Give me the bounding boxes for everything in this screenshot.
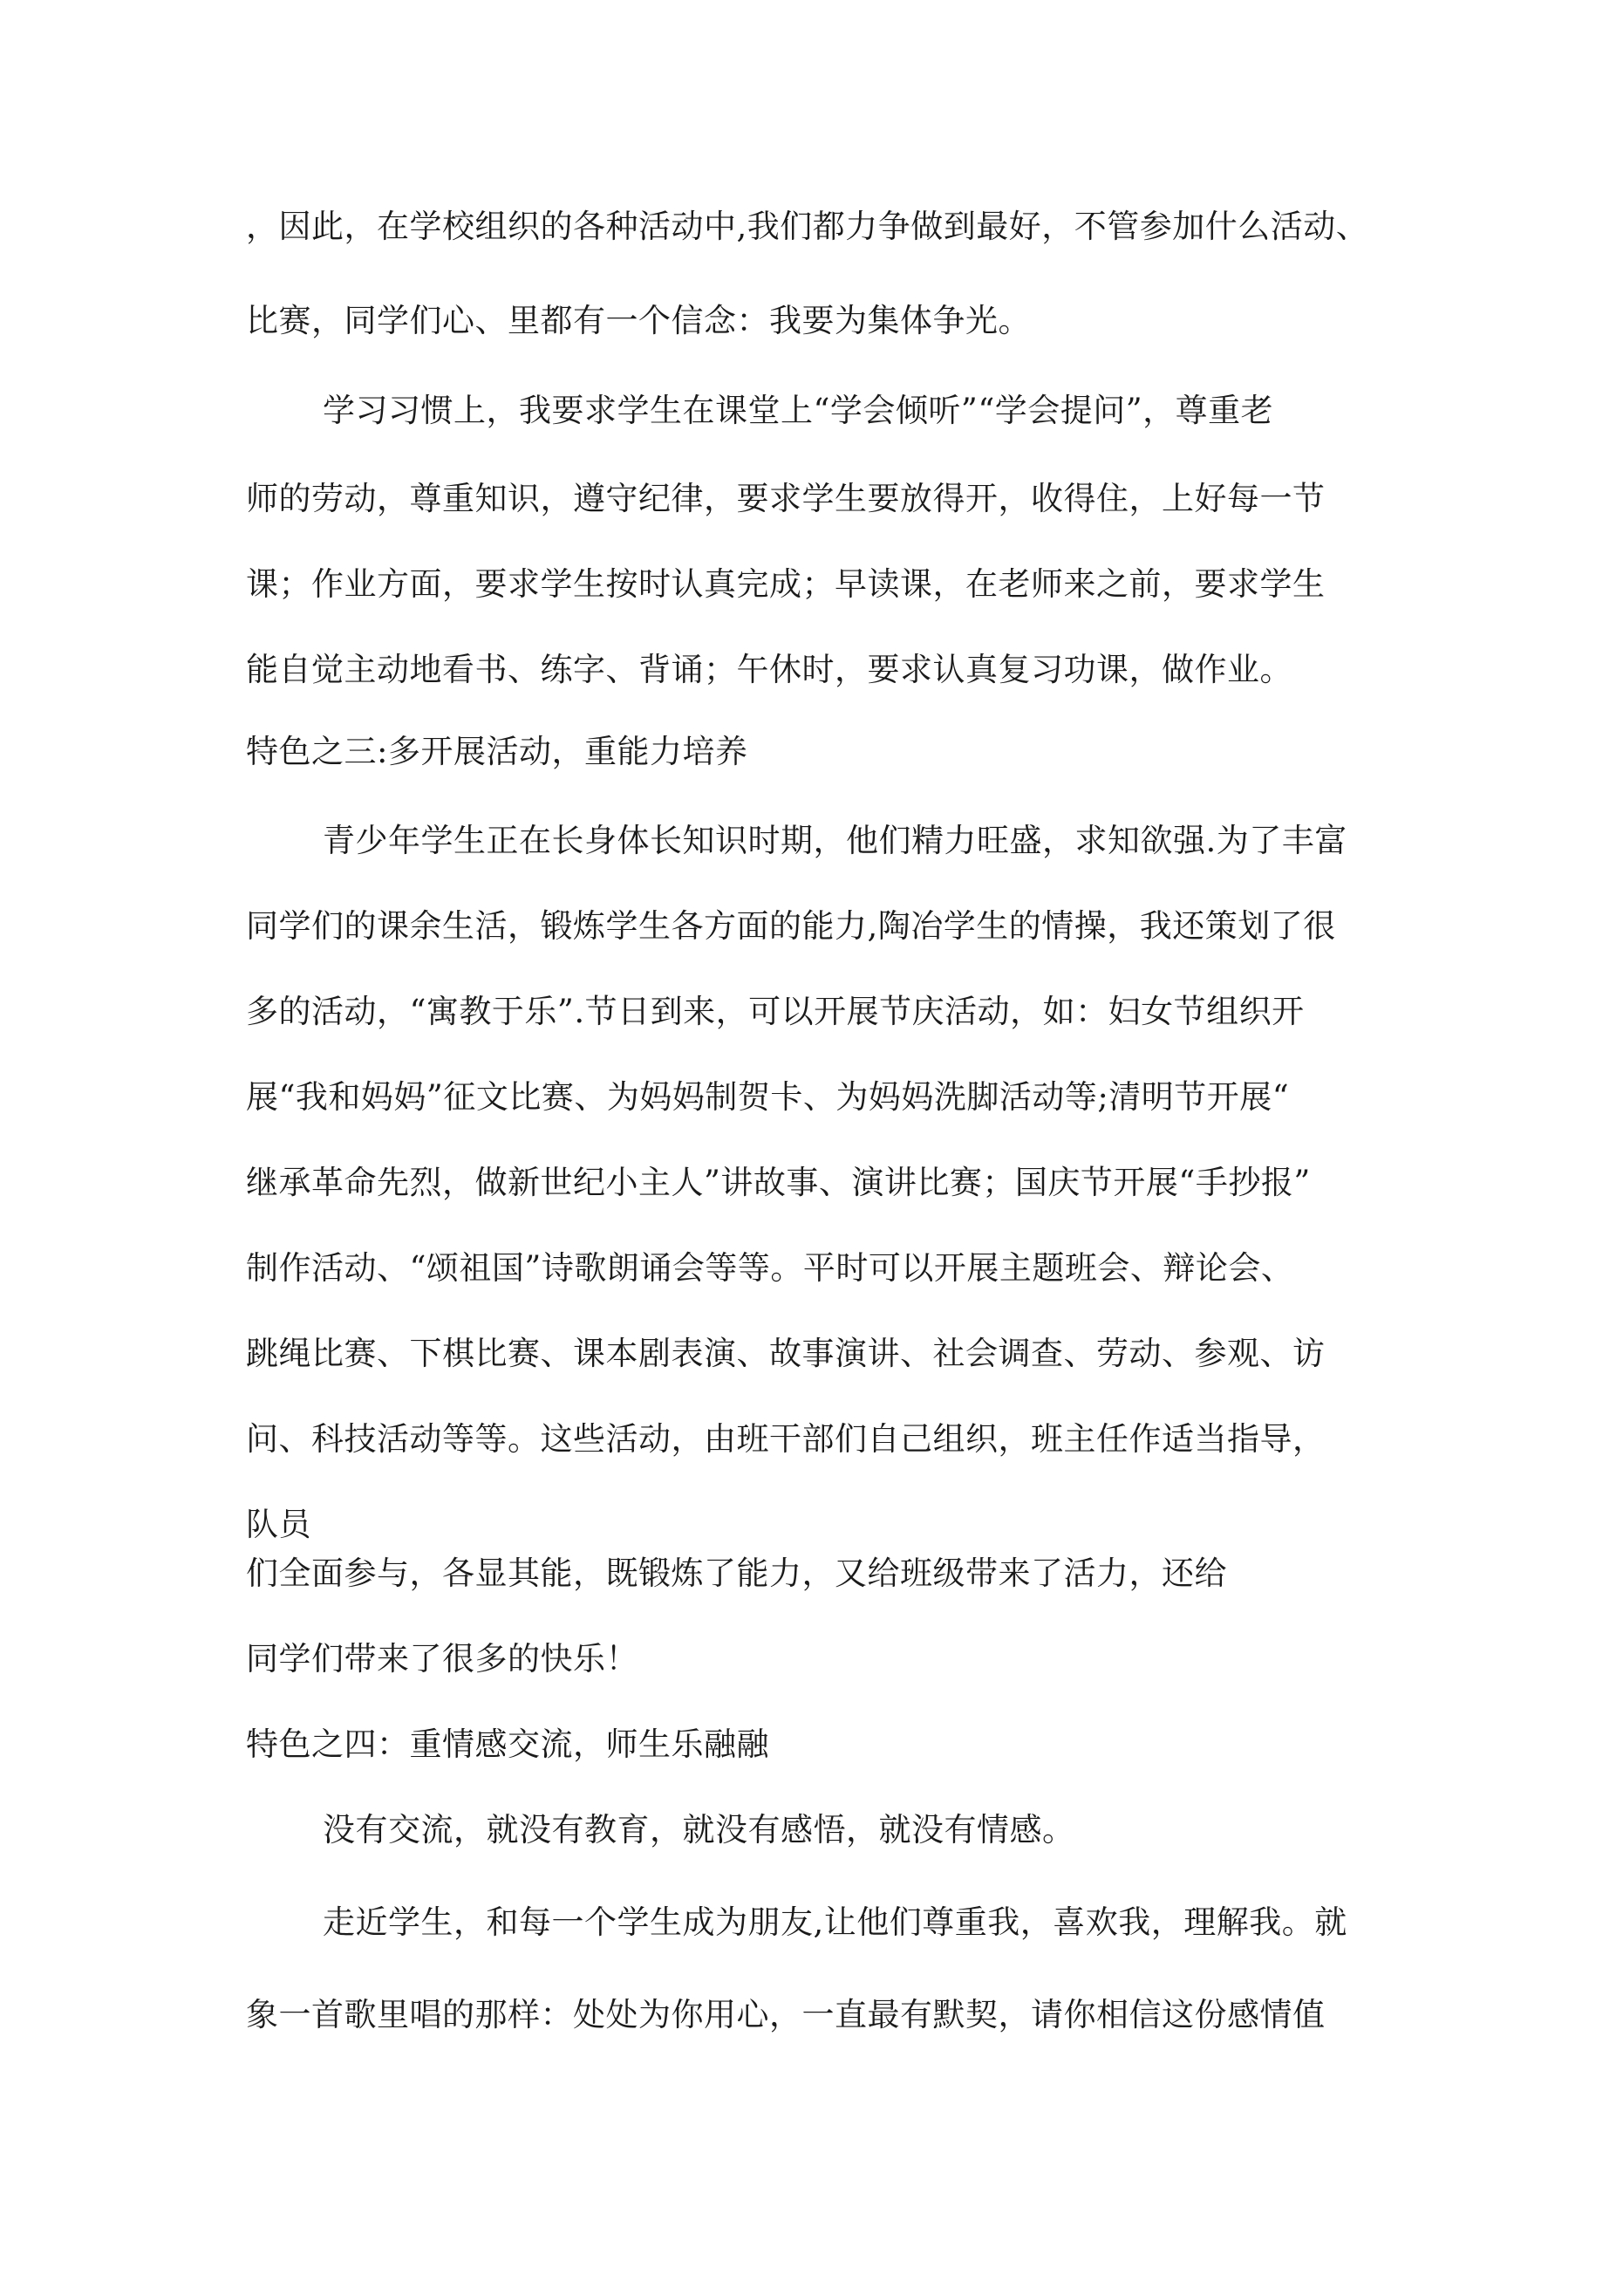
section-heading: 特色之三:多开展活动，重能力培养	[246, 733, 748, 770]
text-line: 象一首歌里唱的那样：处处为你用心，一直最有默契，请你相信这份感情值	[246, 1996, 1326, 2033]
text-line: 没有交流，就没有教育，就没有感悟，就没有情感。	[323, 1811, 1075, 1848]
text-line: 同学们带来了很多的快乐！	[246, 1640, 638, 1678]
text-line: 制作活动、“颂祖国”诗歌朗诵会等等。平时可以开展主题班会、辩论会、	[246, 1249, 1294, 1287]
section-heading: 特色之四：重情感交流，师生乐融融	[246, 1725, 769, 1763]
text-line: 学习习惯上，我要求学生在课堂上“学会倾听”“学会提问”，尊重老	[323, 392, 1274, 429]
text-line: 青少年学生正在长身体长知识时期，他们精力旺盛，求知欲强.为了丰富	[323, 822, 1347, 859]
text-line: 多的活动，“寓教于乐”.节日到来，可以开展节庆活动，如：妇女节组织开	[246, 993, 1305, 1030]
text-line: 同学们的课余生活，锻炼学生各方面的能力,陶冶学生的情操，我还策划了很	[246, 907, 1336, 945]
text-line: 走近学生，和每一个学生成为朋友,让他们尊重我，喜欢我，理解我。就	[323, 1903, 1347, 1941]
text-line: 问、科技活动等等。这些活动，由班干部们自己组织，班主任作适当指导，	[246, 1420, 1326, 1458]
text-line: 队员	[246, 1506, 311, 1543]
text-line: 比赛，同学们心、里都有一个信念：我要为集体争光。	[246, 302, 1031, 339]
text-line: 继承革命先烈，做新世纪小主人”讲故事、演讲比赛；国庆节开展“手抄报”	[246, 1164, 1311, 1201]
text-line: 能自觉主动地看书、练字、背诵；午休时，要求认真复习功课，做作业。	[246, 651, 1292, 688]
text-line: 跳绳比赛、下棋比赛、课本剧表演、故事演讲、社会调查、劳动、参观、访	[246, 1335, 1326, 1372]
text-line: 展“我和妈妈”征文比赛、为妈妈制贺卡、为妈妈洗脚活动等;清明节开展“	[246, 1078, 1290, 1116]
text-line: ，因此，在学校组织的各种活动中,我们都力争做到最好，不管参加什么活动、	[246, 208, 1369, 245]
text-line: 课；作业方面，要求学生按时认真完成；早读课，在老师来之前，要求学生	[246, 565, 1326, 603]
text-line: 师的劳动，尊重知识，遵守纪律，要求学生要放得开，收得住，上好每一节	[246, 480, 1326, 517]
text-line: 们全面参与，各显其能，既锻炼了能力，又给班级带来了活力，还给	[246, 1555, 1227, 1592]
